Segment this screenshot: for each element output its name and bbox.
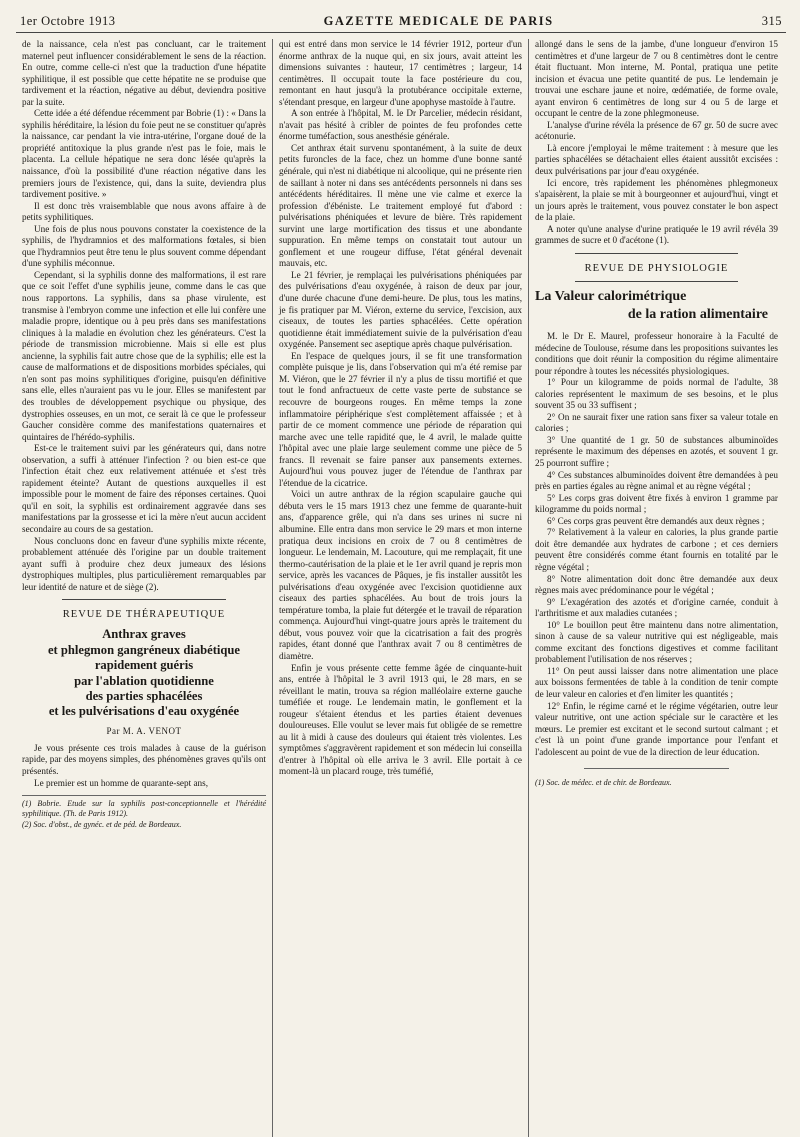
issue-date: 1er Octobre 1913 <box>20 14 116 28</box>
paragraph: Cette idée a été défendue récemment par Bobrie (1) : « Dans la syphilis héréditaire, la lésion du foie peut ne se constituer qu'après la naissance, car pendant la vie intra-utérine, l'organe doué de la propriété antitoxique la plus grande n'est pas le foie, mais le placenta. La cellule hépatique ne sera donc lésée qu'après la naissance, d'où la possibilité d'une réaction négative dans les premiers jours de l'existence, qui, dans la suite, deviendra plus tardivement positive. » <box>22 108 266 200</box>
section-heading: REVUE DE THÉRAPEUTIQUE <box>62 609 226 621</box>
article-title <box>22 627 266 719</box>
title-line: Anthrax graves <box>102 627 186 642</box>
page-number: 315 <box>761 14 782 28</box>
paragraph: A noter qu'une analyse d'urine pratiquée le 19 avril révéla 39 grammes de sucre et 0 d'acétone (1). <box>535 223 778 246</box>
page-header <box>16 14 786 33</box>
list-item: 8° Notre alimentation doit donc être demandée aux deux règnes mais avec prédominance pour le végétal ; <box>535 573 778 596</box>
paragraph: Il est donc très vraisemblable que nous avons affaire à de petits syphilitiques. <box>22 200 266 223</box>
paragraph: A son entrée à l'hôpital, M. le Dr Parcelier, médecin résidant, n'avait pas hésité à cribler de pointes de feu profondes cette énorme tuméfaction, sous anesthésie générale. <box>279 108 522 142</box>
list-item: 11° On peut aussi laisser dans notre alimentation une place aux boissons fermentées de table à la condition de tenir compte de leur valeur en calories et d'en limiter les quantités ; <box>535 665 778 699</box>
list-item: 9° L'exagération des azotés et d'origine carnée, conduit à l'arthritisme et aux maladies cutanées ; <box>535 596 778 619</box>
section-divider <box>575 281 738 282</box>
paragraph: Le premier est un homme de quarante-sept ans, <box>34 777 208 788</box>
paragraph: Le 21 février, je remplaçai les pulvérisations phéniquées par des pulvérisations d'eau oxygénée, à raison de deux par jour, d'une durée chacune d'une demi-heure. De plus, tous les matins, je fis pratiquer par M. Viéron, externe du service, l'excision, aux ciseaux, de toutes les parties sphacélées. Cette opération quotidienne était immédiatement suivie de la pulvérisation d'eau oxygénée. Pansement sec aseptique après chaque pulvérisation. <box>279 269 522 350</box>
footnote-divider <box>584 768 730 769</box>
footnote: (2) Soc. d'obst., de gynéc. et de péd. de Bordeaux. <box>22 820 182 830</box>
paragraph: Cet anthrax était survenu spontanément, à la suite de deux petits furoncles de la face, chez un homme d'une bonne santé générale, qui n'est ni diabétique ni alcoolique, qui ne présente rien de saillant à noter ni dans ses antécédents personnels ni dans ses antécédents héréditaires. Il mène une vie calme et exerce la profession d'ébéniste. Le traitement employé fut d'abord : pulvérisations phéniquées et levure de bière. Très rapidement survint une large mortification des tissus et une abondante suppuration. En même temps on constatait tout autour un gonflement et une rougeur diffuse, l'état général devenait mauvais, etc. <box>279 142 522 269</box>
footnote: (1) Soc. de médec. et de chir. de Bordeaux. <box>535 778 672 788</box>
column-2 <box>272 39 528 1137</box>
paragraph: Cependant, si la syphilis donne des malformations, il est rare que ce soit l'effet d'une syphilis jeune, comme dans le cas que nous rapportons. La syphilis, dans sa phase virulente, est transmise à l'embryon comme une infection et elle lui confère une maladie propre, identique ou à peu près dans ses manifestations cliniques à la maladie en évolution chez les générateurs. C'est la période de transmission microbienne. Mais si elle est plus ancienne, la syphilis fait autre chose que de la syphilis; elle est la cause de malformations et de dispositions morbides spéciales, qui n'en sont pas moins syphilitiques d'origine, puisqu'en définitive sans elle, elles n'auraient pas vu le jour. Elles se manifestent par des troubles de développement psychique ou physique, des dystrophies osseuses, en un mot, ce serait là ce que le professeur Gaucher considère comme des manifestations quaternaires et quintaires de l'hérédo-syphilis. <box>22 269 266 442</box>
footnotes <box>535 775 778 788</box>
title-line: rapidement guéris <box>94 658 194 673</box>
list-item: 7° Relativement à la valeur en calories, la plus grande partie doit être demandée aux hydrates de carbone ; et ces derniers peuvent être considérés comme étant fournis en totalité par le règne végétal ; <box>535 527 778 572</box>
column-1 <box>16 39 272 1137</box>
list-item: 3° Une quantité de 1 gr. 50 de substances albuminoïdes représente le maximum des dépenses en azotés, et souvent 1 gr. 25 pourront suffire ; <box>535 434 778 469</box>
title-line: de la ration alimentaire <box>627 306 768 322</box>
paragraph: Ici encore, très rapidement les phénomènes phlegmoneux s'apaisèrent, la plaie se mit à bourgeonner et aujourd'hui, vingt et un jours après le traitement, vous pouvez constater le bon aspect de la plaie. <box>535 177 778 223</box>
paragraph: allongé dans le sens de la jambe, d'une longueur d'environ 15 centimètres et d'une largeur de 7 ou 8 centimètres dont le centre était fluctuant. Mon interne, M. Pontal, pratiqua une petite incision et évacua une petite quantité de pus. Le lendemain je trouvai une eschare jaune et noire, œdématiée, de forme ovale, ayant environ 6 centimètres de long sur 4 ou 5 de large et occupant le centre de la zone phlegmoneuse. <box>535 39 778 119</box>
footnotes <box>22 795 266 830</box>
paragraph: En l'espace de quelques jours, il se fit une transformation complète puisque je lis, dans l'observation qui m'a été remise par M. Viéron, que le 27 février il n'y a plus de tissu mortifié et que tout le fond anfractueux de cette vaste perte de substance se recouvre de bourgeons rouges. En même temps la zone inflammatoire périphérique s'est complètement affaissée ; et à partir de ce moment commence une période de réparation qui marche avec une telle rapidité que, le 4 avril, le malade quitte l'hôpital avec une plaie large seulement comme une pièce de 5 francs. Il revenait se faire panser aux pansements externes. Aujourd'hui vous pouvez juger de l'étendue de l'anthrax par l'étendue de la cicatrice. <box>279 350 522 488</box>
paragraph: de la naissance, cela n'est pas concluant, car le traitement maternel peut influencer considérablement le sens de la réaction. En outre, comme celle-ci n'est que la traduction d'une hépatite syphilitique, il est possible que cette hépatite ne se produise que tardivement et la réaction, négative au début, deviendra positive par la suite. <box>22 39 266 107</box>
section-heading: REVUE DE PHYSIOLOGIE <box>584 262 729 274</box>
title-line: et phlegmon gangréneux diabétique <box>47 642 241 657</box>
title-line: et les pulvérisations d'eau oxygénée <box>48 704 240 719</box>
list-item: 4° Ces substances albuminoïdes doivent être demandées à peu près en parties égales au règne animal et au règne végétal ; <box>535 469 778 492</box>
list-item: 6° Ces corps gras peuvent être demandés aux deux règnes ; <box>547 515 765 526</box>
article-title <box>535 288 778 323</box>
text-columns <box>16 39 786 1137</box>
title-line: par l'ablation quotidienne <box>74 673 214 688</box>
footnote: (1) Bobrie. Etude sur la syphilis post-conceptionnelle et l'hérédité syphilitique. (Th. de Paris 1912). <box>22 799 266 819</box>
section-divider <box>62 599 226 600</box>
title-line: des parties sphacélées <box>85 688 203 703</box>
list-item: 12° Enfin, le régime carné et le régime végétarien, outre leur valeur nutritive, ont une action spéciale sur le caractère et les mœurs. Le premier est excitant et le second surtout calmant ; et c'est là un point d'une grande importance pour l'enfant et l'adolescent au point de vue de la direction de leur éducation. <box>535 700 778 757</box>
section-divider <box>575 253 738 254</box>
list-item: 1° Pour un kilogramme de poids normal de l'adulte, 38 calories représentent le maximum de ses besoins, et le plus souvent 35 ou 33 suffisent ; <box>535 377 778 411</box>
column-3 <box>528 39 784 1137</box>
journal-title: GAZETTE MEDICALE DE PARIS <box>323 14 554 28</box>
paragraph: Voici un autre anthrax de la région scapulaire gauche qui débuta vers le 15 mars 1913 chez une femme de quarante-huit ans, d'apparence grêle, qui n'a dans ses urines ni sucre ni albumine. Elle entra dans mon service le 29 mars et mon interne pratiqua deux incisions en croix de 7 ou 8 centimètres de longueur. Le lendemain, M. Lacouture, qui me remplaçait, fit une thermo-cautérisation de la plaie et le 1er avril quand je repris mon service, après les vacances de Pâques, je fis installer aussitôt les pulvérisations d'eau oxygénée avec l'excision quotidienne aux ciseaux des parties sphacélées. Au bout de trois jours la température tomba, la plaie fut détergée et le travail de réparation commença. Aujourd'hui vingt-quatre jours après le traitement du début, vous pouvez voir que la cicatrisation a fait des progrès rapides, étant donné que l'anthrax avait 7 ou 8 centimètres de diamètre. <box>279 489 522 661</box>
paragraph: qui est entré dans mon service le 14 février 1912, porteur d'un énorme anthrax de la nuque qui, en six jours, avait atteint les dimensions suivantes : hauteur, 17 centimètres ; largeur, 14 centimètres. Il occupait toute la face postérieure du cou, remontant en haut jusqu'à la protubérance occipitale externe, s'étendant presque, en largeur d'une apophyse mastoïde à l'autre. <box>279 39 522 107</box>
article-author: Par M. A. VENOT <box>106 725 182 736</box>
title-line: La Valeur calorimétrique <box>535 289 687 305</box>
list-item: 10° Le bouillon peut être maintenu dans notre alimentation, sinon à cause de sa valeur nutritive qui est négligeable, mais comme excitant des fonctions digestives et comme facilitant probablement l'utilisation de nos réserves ; <box>535 619 778 665</box>
paragraph: Je vous présente ces trois malades à cause de la guérison rapide, par des moyens simples, des phénomènes graves qu'ils ont présentés. <box>22 742 266 776</box>
paragraph: Là encore j'employai le même traitement : à mesure que les parties sphacélées se détachaient elles étaient aussitôt excisées : deux pulvérisations par jour d'eau oxygénée. <box>535 142 778 177</box>
list-item: 5° Les corps gras doivent être fixés à environ 1 gramme par kilogramme du poids normal ; <box>535 492 778 515</box>
paragraph: Enfin je vous présente cette femme âgée de cinquante-huit ans, entrée à l'hôpital le 3 avril 1913 qui, le 28 mars, en se réveillant le matin, trouva sa région malléolaire externe gauche tuméfiée et rouge. Le lendemain matin, le gonflement et la rougeur s'étaient étendus et les parties étaient devenues douloureuses. Elle voulut se lever mais fut obligée de se remettre au lit à midi à cause des douleurs qui étaient très violentes. Les symptômes s'aggravèrent rapidement et son médecin lui conseilla d'entrer à l'hôpital où elle arriva le 3 avril. Elle portait à ce moment-là un placard rouge, très tuméfié, <box>279 662 522 777</box>
paragraph: Nous concluons donc en faveur d'une syphilis mixte récente, probablement atténuée dès l'origine par un double traitement ayant suffi à produire chez deux jumeaux des lésions dystrophiques multiples, plus particulièrement remarquables par leur identité de nature et de siège (2). <box>22 535 266 592</box>
paragraph: M. le Dr E. Maurel, professeur honoraire à la Faculté de médecine de Toulouse, résume dans les propositions suivantes les conditions que doit réunir la composition du régime alimentaire pour répondre à toutes les nécessités physiologiques. <box>535 331 778 376</box>
paragraph: L'analyse d'urine révéla la présence de 67 gr. 50 de sucre avec acétonurie. <box>535 119 778 142</box>
paragraph: Une fois de plus nous pouvons constater la coexistence de la syphilis, de l'hydramnios et des malformations fœtales, si bien que l'hydramnios peut être tenu le plus souvent comme dépendant d'une syphilis méconnue. <box>22 223 266 269</box>
paragraph: Est-ce le traitement suivi par les générateurs qui, dans notre observation, a suffi à atténuer l'infection ? ou bien est-ce que l'infection était chez eux relativement atténuée et s'est très rapidement éteinte? Autant de questions auxquelles il est impossible pour le moment de faire des réponses certaines. Quoi qu'il en soit, la syphilis est ordinairement aggravée dans ses manifestations par la grossesse et ici la mère n'eut aucun accident secondaire au cours de sa gestation. <box>22 443 266 534</box>
list-item: 2° On ne saurait fixer une ration sans fixer sa valeur totale en calories ; <box>535 411 778 434</box>
